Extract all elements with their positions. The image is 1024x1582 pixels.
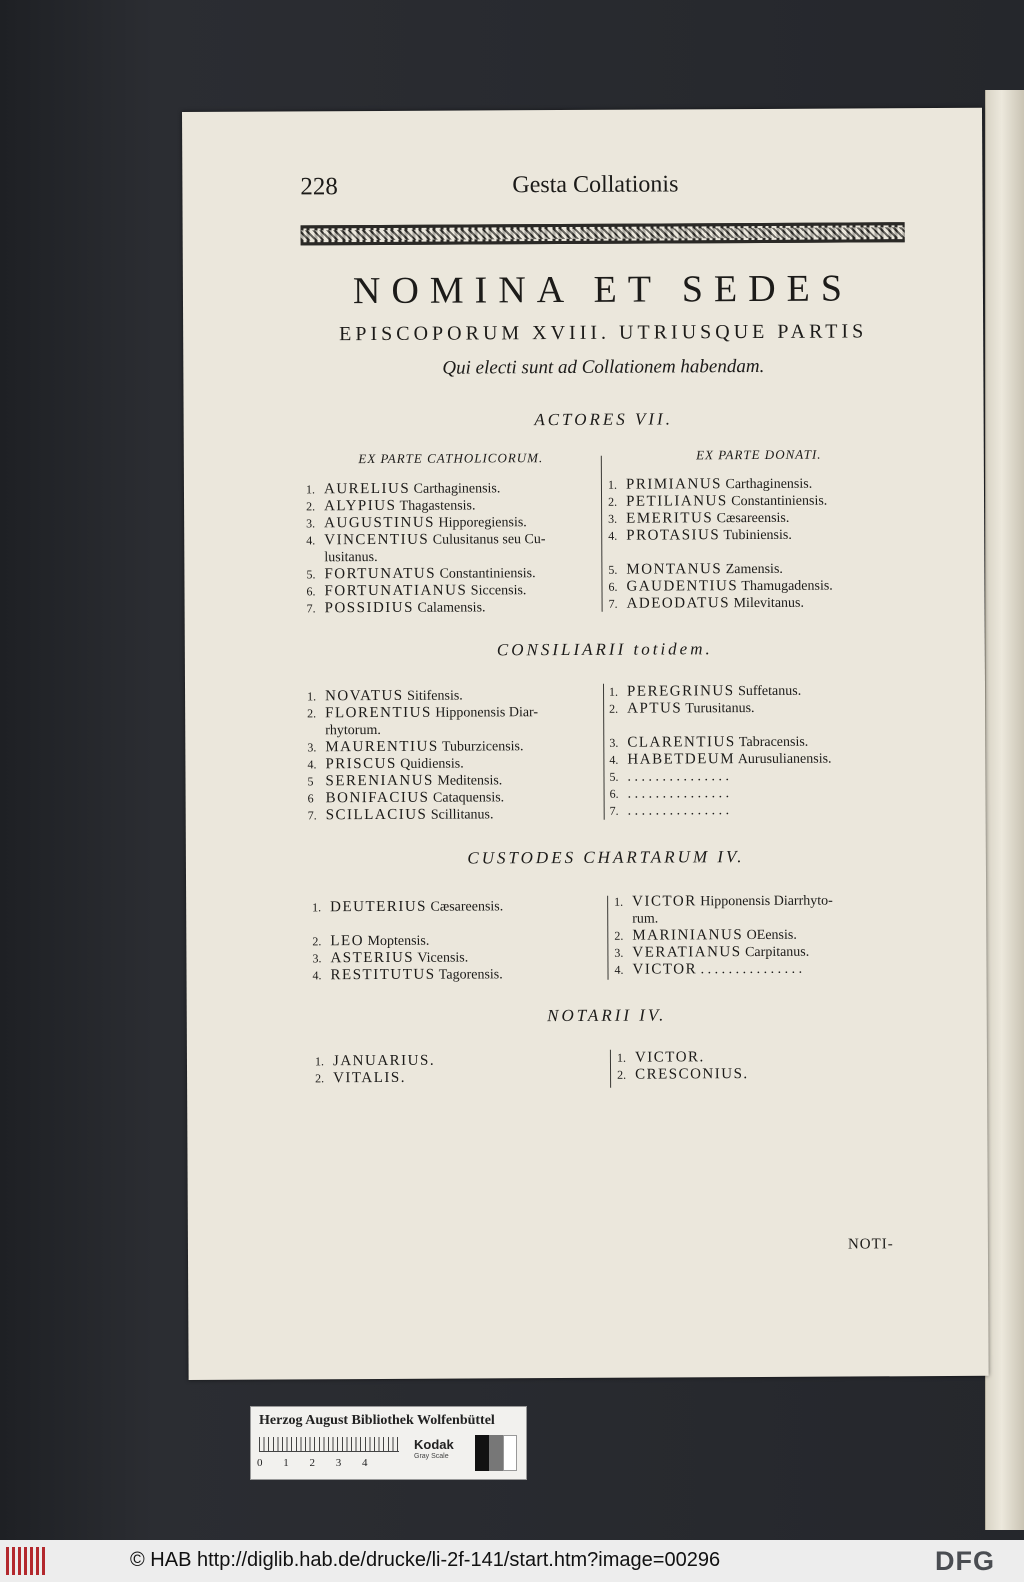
- white-swatch: [503, 1435, 517, 1471]
- bishop-see: Tuburzicensis.: [438, 739, 524, 755]
- list-item: [307, 687, 597, 706]
- list-item: [306, 582, 596, 601]
- donatist-column-heading: EX PARTE DONATI.: [696, 446, 822, 463]
- list-item: [609, 733, 909, 752]
- item-number: 2.: [614, 928, 624, 943]
- bishop-see: Tubiniensis.: [720, 527, 792, 544]
- bishop-see: Suffetanus.: [734, 683, 802, 700]
- kodak-label: Kodak: [414, 1437, 454, 1452]
- section-custodes-heading: CUSTODES CHARTARUM IV.: [467, 847, 745, 868]
- notarii-donatist-list: [617, 1048, 917, 1084]
- bishop-name: PEREGRINUS: [626, 683, 735, 700]
- list-item: [609, 682, 909, 701]
- bishop-name: GAUDENTIUS: [626, 578, 739, 595]
- item-number: 7.: [608, 596, 618, 611]
- item-number: 2.: [608, 494, 618, 509]
- item-number: 2.: [306, 499, 316, 514]
- list-item: [614, 892, 914, 911]
- list-item: [308, 806, 598, 825]
- bishop-name: ALYPIUS: [324, 497, 397, 515]
- catholic-column-heading: EX PARTE CATHOLICORUM.: [358, 450, 544, 467]
- running-head: Gesta Collationis: [512, 171, 679, 199]
- bishop-name: PRIMIANUS: [625, 476, 723, 493]
- bishop-see: Tabracensis.: [735, 734, 809, 751]
- bishop-see: Cataquensis.: [429, 790, 505, 806]
- list-item: [307, 755, 597, 774]
- bishop-name: MONTANUS: [626, 561, 723, 578]
- bishop-see: . . . . . . . . . . . . . . .: [627, 803, 730, 819]
- bishop-name: HABETDEUM: [627, 751, 736, 768]
- item-number: 2.: [617, 1067, 627, 1082]
- item-number: 3.: [307, 740, 317, 755]
- bishop-see: Carthaginensis.: [721, 476, 813, 493]
- bishop-name: SERENIANUS: [325, 772, 434, 790]
- list-item: [312, 932, 602, 951]
- consiliarii-donatist-list: [609, 682, 910, 820]
- list-item: [315, 1052, 605, 1071]
- bishop-name: DEUTERIUS: [330, 898, 428, 916]
- bishop-see: Hipporegiensis.: [434, 515, 527, 531]
- bishop-see: . . . . . . . . . . . . . . .: [627, 769, 730, 785]
- item-number: 1.: [607, 477, 617, 492]
- bishop-name: VITALIS.: [333, 1069, 406, 1087]
- custodes-catholic-list: [312, 898, 602, 985]
- catchword: NOTI-: [847, 1236, 894, 1253]
- list-item: [610, 801, 910, 820]
- column-divider: [607, 896, 608, 980]
- list-item: [306, 497, 596, 516]
- bishop-name: VERATIANUS: [632, 944, 742, 961]
- bishop-name: PRISCUS: [325, 755, 397, 773]
- bishop-name: VICTOR: [632, 961, 698, 978]
- item-number: 4.: [306, 533, 316, 548]
- page-title: NOMINA ET SEDES: [352, 267, 854, 313]
- black-swatch: [475, 1435, 489, 1471]
- bishop-see: Constantiniensis.: [727, 493, 828, 510]
- bishop-name: NOVATUS: [325, 687, 404, 705]
- bishop-see: [435, 1054, 439, 1069]
- bishop-see: . . . . . . . . . . . . . . .: [627, 786, 730, 802]
- list-item: [617, 1065, 917, 1084]
- bishop-name: VICTOR.: [634, 1049, 705, 1066]
- list-item: [610, 784, 910, 803]
- list-item: [614, 909, 914, 928]
- item-number: 6: [307, 791, 314, 806]
- scale-ruler: [259, 1437, 399, 1452]
- item-number: 4.: [312, 968, 322, 983]
- bishop-name: VICTOR: [632, 893, 697, 910]
- list-item: [312, 949, 602, 968]
- list-item: [608, 560, 908, 579]
- bishop-name: AURELIUS: [323, 480, 411, 498]
- viewer-footer: [0, 1540, 1024, 1582]
- bishop-name: PROTASIUS: [626, 527, 721, 544]
- bishop-see: Aurusulianensis.: [735, 751, 832, 768]
- list-item: [608, 509, 908, 528]
- hab-logo-icon: [6, 1547, 46, 1575]
- item-number: 3.: [614, 945, 624, 960]
- item-number: 7.: [609, 803, 619, 818]
- list-item: [306, 480, 596, 499]
- gray-scale-label: Gray Scale: [414, 1453, 449, 1460]
- item-number: 1.: [312, 900, 322, 915]
- item-number: 2.: [609, 701, 619, 716]
- bishop-see: [749, 1067, 753, 1082]
- list-item: [608, 577, 908, 596]
- bishop-see: Carthaginensis.: [410, 481, 501, 497]
- list-item: [307, 599, 597, 618]
- bishop-name: JANUARIUS.: [332, 1052, 436, 1070]
- item-number: 1.: [614, 894, 624, 909]
- list-item: [609, 750, 909, 769]
- item-number: 5: [307, 774, 314, 789]
- ruler-tick-labels: 0 1 2 3 4: [257, 1457, 368, 1469]
- page-subtitle-italic: Qui electi sunt ad Collationem habendam.: [442, 355, 765, 379]
- list-item: [306, 565, 596, 584]
- list-item: [609, 594, 909, 613]
- list-item: [306, 514, 596, 533]
- bishop-name: CRESCONIUS.: [635, 1066, 749, 1083]
- bishop-see: Vicensis.: [414, 950, 469, 966]
- list-item: [306, 531, 596, 550]
- list-item: [312, 898, 602, 917]
- item-number: 6.: [306, 584, 316, 599]
- item-number: 3.: [312, 951, 322, 966]
- bishop-see: rum.: [632, 911, 659, 927]
- item-number: 6.: [609, 786, 619, 801]
- consiliarii-catholic-list: [307, 687, 598, 825]
- gray-swatch: [489, 1435, 503, 1471]
- bishop-see: OEensis.: [743, 927, 797, 944]
- bishop-name: MAURENTIUS: [325, 738, 439, 756]
- item-number: 5.: [306, 567, 316, 582]
- bishop-name: EMERITUS: [626, 510, 714, 527]
- bishop-see: Siccensis.: [467, 583, 527, 599]
- notarii-catholic-list: [315, 1052, 605, 1088]
- bishop-name: FLORENTIUS: [325, 704, 432, 722]
- book-page: [182, 108, 989, 1380]
- bishop-see: Thagastensis.: [396, 498, 476, 514]
- item-number: 4.: [307, 757, 317, 772]
- list-item: [307, 721, 597, 740]
- list-item: [307, 772, 597, 791]
- list-item: [308, 789, 598, 808]
- bishop-see: rhytorum.: [325, 722, 381, 739]
- bishop-see: Scillitanus.: [427, 807, 494, 823]
- bishop-see: Milevitanus.: [730, 595, 805, 612]
- item-number: 5.: [609, 769, 619, 784]
- item-number: 4.: [608, 528, 618, 543]
- custodes-donatist-list: [614, 892, 914, 979]
- bishop-name: PETILIANUS: [626, 493, 728, 510]
- bishop-name: AUGUSTINUS: [324, 514, 436, 532]
- column-divider: [610, 1050, 611, 1088]
- bishop-name: CLARENTIUS: [627, 734, 736, 751]
- bishop-see: lusitanus.: [324, 549, 378, 566]
- color-calibration-card: [250, 1406, 527, 1480]
- page-subtitle: EPISCOPORUM XVIII. UTRIUSQUE PARTIS: [339, 320, 868, 346]
- list-item: [307, 738, 597, 757]
- bishop-see: Cæsareensis.: [713, 510, 790, 527]
- list-item: [614, 926, 914, 945]
- bishop-see: Meditensis.: [433, 773, 503, 789]
- bishop-name: BONIFACIUS: [325, 789, 430, 807]
- list-item: [312, 915, 602, 934]
- item-number: 1.: [616, 1050, 626, 1065]
- item-number: 4.: [614, 962, 624, 977]
- bishop-see: Turusitanus.: [682, 701, 755, 717]
- item-number: 3.: [609, 735, 619, 750]
- bishop-name: ASTERIUS: [330, 949, 415, 967]
- list-item: [307, 704, 597, 723]
- bishop-see: Sitifensis.: [403, 688, 463, 704]
- bishop-name: POSSIDIUS: [324, 599, 415, 617]
- bishop-see: Culusitanus seu Cu-: [429, 532, 546, 548]
- library-name: Herzog August Bibliothek Wolfenbüttel: [259, 1413, 495, 1428]
- bishop-name: SCILLACIUS: [325, 806, 428, 824]
- section-notarii-heading: NOTARII IV.: [547, 1005, 667, 1026]
- list-item: [614, 960, 914, 979]
- bishop-see: . . . . . . . . . . . . . . .: [697, 961, 803, 978]
- item-number: 5.: [608, 562, 618, 577]
- item-number: 2.: [312, 934, 322, 949]
- item-number: 4.: [609, 752, 619, 767]
- bishop-see: Quidiensis.: [396, 756, 464, 772]
- bishop-name: RESTITUTUS: [330, 966, 436, 984]
- list-item: [614, 943, 914, 962]
- bishop-see: Tagorensis.: [435, 967, 503, 983]
- bishop-see: Hipponensis Diarrhyto-: [696, 893, 833, 910]
- item-number: 2.: [307, 706, 317, 721]
- bishop-see: Moptensis.: [363, 933, 430, 950]
- section-actores-heading: ACTORES VII.: [534, 409, 673, 430]
- bishop-see: [406, 1071, 410, 1086]
- bishop-see: Constantiniensis.: [436, 566, 536, 582]
- item-number: 1.: [307, 689, 317, 704]
- item-number: 3.: [608, 511, 618, 526]
- bishop-see: Carpitanus.: [741, 944, 810, 961]
- bishop-name: LEO: [330, 933, 365, 950]
- page-number: 228: [300, 173, 338, 201]
- copyright-url[interactable]: © HAB http://diglib.hab.de/drucke/li-2f-141/start.htm?image=00296: [130, 1549, 721, 1571]
- section-consiliarii-heading: CONSILIARII totidem.: [496, 639, 713, 660]
- actores-catholic-list: [306, 480, 597, 618]
- bishop-name: APTUS: [627, 700, 683, 717]
- bishop-see: Thamugadensis.: [738, 578, 833, 595]
- item-number: 3.: [306, 516, 316, 531]
- list-item: [617, 1048, 917, 1067]
- column-divider: [601, 456, 603, 612]
- list-item: [608, 526, 908, 545]
- bishop-see: Cæsareensis.: [426, 899, 504, 915]
- actores-donatist-list: [608, 475, 909, 613]
- bishop-see: Hipponensis Diar-: [431, 705, 539, 721]
- bishop-name: ADEODATUS: [626, 595, 731, 612]
- list-item: [608, 475, 908, 494]
- list-item: [609, 767, 909, 786]
- next-page-edge: [985, 90, 1024, 1530]
- list-item: [608, 492, 908, 511]
- item-number: 1.: [314, 1054, 325, 1069]
- bishop-see: [705, 1050, 709, 1065]
- item-number: 6.: [608, 579, 618, 594]
- item-number: 1.: [305, 482, 316, 497]
- bishop-see: Calamensis.: [413, 600, 486, 616]
- list-item: [312, 966, 602, 985]
- bishop-name: FORTUNATIANUS: [324, 582, 468, 600]
- list-item: [315, 1069, 605, 1088]
- item-number: 2.: [315, 1071, 325, 1086]
- dfg-logo: DFG: [935, 1546, 995, 1576]
- item-number: 7.: [307, 808, 317, 823]
- bishop-name: FORTUNATUS: [324, 565, 437, 583]
- bishop-name: VINCENTIUS: [324, 531, 430, 549]
- list-item: [608, 543, 908, 562]
- headpiece-ornament: [301, 222, 905, 245]
- list-item: [306, 548, 596, 567]
- column-divider: [603, 684, 605, 820]
- list-item: [609, 716, 909, 735]
- bishop-name: MARINIANUS: [632, 927, 744, 944]
- bishop-see: Zamensis.: [722, 561, 783, 578]
- item-number: 1.: [609, 684, 619, 699]
- item-number: 7.: [306, 601, 316, 616]
- list-item: [609, 699, 909, 718]
